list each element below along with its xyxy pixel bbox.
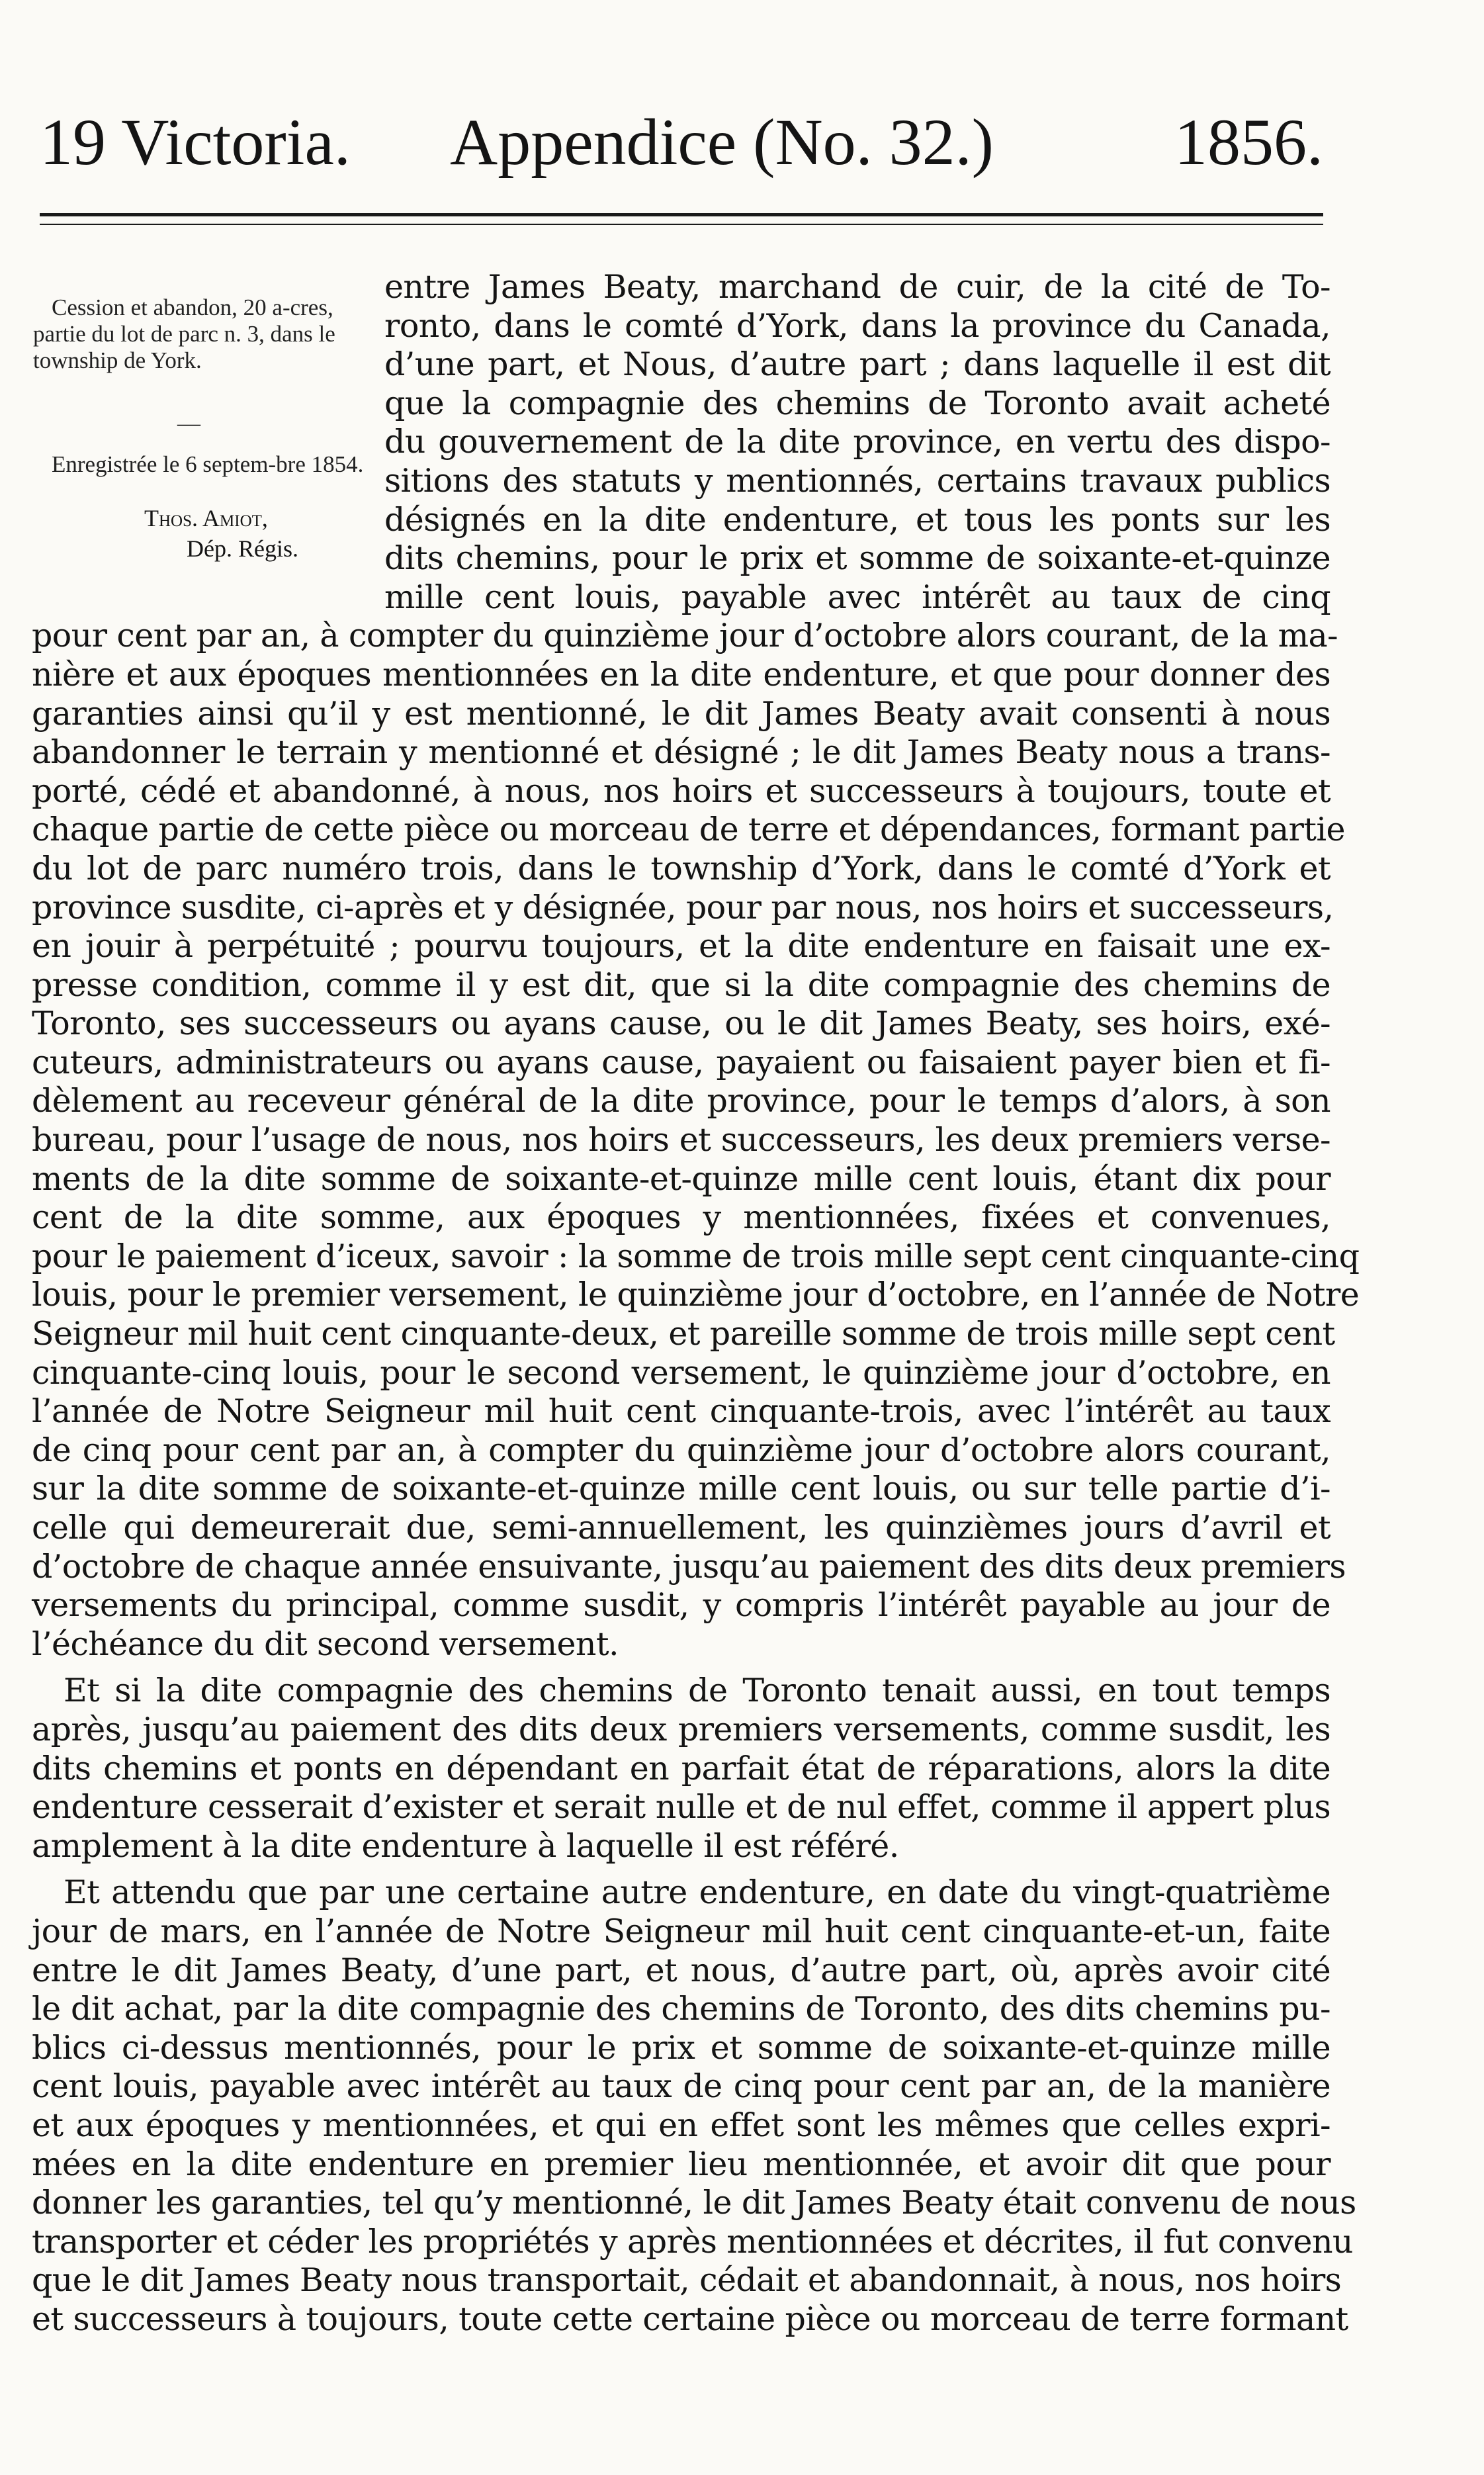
paragraph-3-line: jour de mars, en l’année de Notre Seigneur mil huit cent cinquante-et-un, faite bbox=[32, 1912, 1331, 1950]
paragraph-1-line: du lot de parc numéro trois, dans le township d’York, dans le comté d’York et bbox=[32, 849, 1331, 887]
paragraph-1-line: de cinq pour cent par an, à compter du quinzième jour d’octobre alors courant, bbox=[32, 1431, 1331, 1469]
paragraph-1-line: l’année de Notre Seigneur mil huit cent cinquante-trois, avec l’intérêt au taux bbox=[32, 1392, 1331, 1431]
paragraph-gap bbox=[32, 1866, 1331, 1873]
paragraph-1-line: nière et aux époques mentionnées en la dite endenture, et que pour donner des bbox=[32, 655, 1331, 694]
paragraph-1-line: d’une part, et Nous, d’autre part ; dans laquelle il est dit bbox=[384, 345, 1331, 384]
paragraph-1-line: Toronto, ses successeurs ou ayans cause, ou le dit James Beaty, ses hoirs, exé- bbox=[32, 1005, 1331, 1043]
paragraph-3-line: blics ci-dessus mentionnés, pour le prix et somme de soixante-et-quinze mille bbox=[32, 2028, 1331, 2067]
paragraph-1-line: celle qui demeurerait due, semi-annuellement, les quinzièmes jours d’avril et bbox=[32, 1509, 1331, 1547]
header-appendix-title: Appendice (No. 32.) bbox=[450, 105, 994, 179]
paragraph-1-line: ronto, dans le comté d’York, dans la province du Canada, bbox=[384, 306, 1331, 345]
paragraph-3-line: le dit achat, par la dite compagnie des chemins de Toronto, des dits chemins pu- bbox=[32, 1990, 1331, 2028]
paragraph-1-line: garanties ainsi qu’il y est mentionné, le dit James Beaty avait consenti à nous bbox=[32, 694, 1331, 733]
margin-note-signature-title: Dép. Régis. bbox=[187, 535, 298, 562]
margin-note-cession: Cession et abandon, 20 a-cres, partie du lot de parc n. 3, dans le township de York. bbox=[33, 294, 335, 373]
paragraph-3-line: Et attendu que par une certaine autre endenture, en date du vingt-quatrième bbox=[64, 1873, 1331, 1912]
paragraph-3-line: cent louis, payable avec intérêt au taux de cinq pour cent par an, de la manière bbox=[32, 2067, 1331, 2106]
paragraph-1-line: province susdite, ci-après et y désignée, pour par nous, nos hoirs et successeurs, bbox=[32, 888, 1334, 926]
paragraph-1-line: porté, cédé et abandonné, à nous, nos hoirs et successeurs à toujours, toute et bbox=[32, 772, 1331, 810]
paragraph-1-line: dits chemins, pour le prix et somme de soixante-et-quinze bbox=[384, 539, 1331, 578]
paragraph-1-line: sitions des statuts y mentionnés, certains travaux publics bbox=[384, 461, 1331, 500]
paragraph-3-line: transporter et céder les propriétés y après mentionnées et décrites, il fut convenu bbox=[32, 2222, 1353, 2261]
paragraph-1-line: Seigneur mil huit cent cinquante-deux, et pareille somme de trois mille sept cent bbox=[32, 1315, 1335, 1353]
paragraph-1-line: mille cent louis, payable avec intérêt au taux de cinq bbox=[384, 578, 1331, 616]
margin-note-registration: Enregistrée le 6 septem-bre 1854. bbox=[52, 451, 364, 477]
document-body bbox=[32, 268, 1360, 2339]
paragraph-1-line: presse condition, comme il y est dit, que si la dite compagnie des chemins de bbox=[32, 966, 1331, 1004]
paragraph-1-line: que la compagnie des chemins de Toronto avait acheté bbox=[384, 384, 1331, 422]
paragraph-1-line: pour cent par an, à compter du quinzième jour d’octobre alors courant, de la ma- bbox=[32, 617, 1338, 655]
paragraph-1-line: entre James Beaty, marchand de cuir, de la cité de To- bbox=[384, 268, 1331, 306]
paragraph-1-line: abandonner le terrain y mentionné et désigné ; le dit James Beaty nous a trans- bbox=[32, 733, 1331, 772]
paragraph-3-line: donner les garanties, tel qu’y mentionné, le dit James Beaty était convenu de nous bbox=[32, 2184, 1356, 2222]
paragraph-3-line: et successeurs à toujours, toute cette certaine pièce ou morceau de terre formant bbox=[32, 2300, 1348, 2338]
paragraph-1-line: pour le paiement d’iceux, savoir : la somme de trois mille sept cent cinquante-cinq bbox=[32, 1237, 1360, 1275]
paragraph-1-line: ments de la dite somme de soixante-et-quinze mille cent louis, étant dix pour bbox=[32, 1159, 1331, 1198]
paragraph-1-line: d’octobre de chaque année ensuivante, jusqu’au paiement des dits deux premiers bbox=[32, 1547, 1346, 1586]
paragraph-1-line: louis, pour le premier versement, le quinzième jour d’octobre, en l’année de Notre bbox=[32, 1276, 1360, 1314]
paragraph-3-line: que le dit James Beaty nous transportait, cédait et abandonnait, à nous, nos hoirs bbox=[32, 2261, 1342, 2300]
paragraph-1-line: en jouir à perpétuité ; pourvu toujours, et la dite endenture en faisait une ex- bbox=[32, 927, 1331, 966]
paragraph-1-line: versements du principal, comme susdit, y compris l’intérêt payable au jour de bbox=[32, 1586, 1331, 1625]
paragraph-3-line: et aux époques y mentionnées, et qui en effet sont les mêmes que celles expri- bbox=[32, 2106, 1331, 2144]
paragraph-2-line: amplement à la dite endenture à laquelle il est référé. bbox=[32, 1826, 899, 1865]
paragraph-1-line: sur la dite somme de soixante-et-quinze mille cent louis, ou sur telle partie d’i- bbox=[32, 1470, 1331, 1508]
header-year: 1856. bbox=[1174, 105, 1323, 179]
header-regnal-year: 19 Victoria. bbox=[40, 105, 351, 179]
paragraph-3-line: entre le dit James Beaty, d’une part, et nous, d’autre part, où, après avoir cité bbox=[32, 1951, 1331, 1989]
paragraph-2-line: dits chemins et ponts en dépendant en parfait état de réparations, alors la dite bbox=[32, 1749, 1331, 1787]
paragraph-1-line: cuteurs, administrateurs ou ayans cause, payaient ou faisaient payer bien et fi- bbox=[32, 1043, 1331, 1081]
paragraph-3-line: mées en la dite endenture en premier lieu mentionnée, et avoir dit que pour bbox=[32, 2145, 1331, 2183]
running-header bbox=[40, 99, 1323, 185]
paragraph-1-line: du gouvernement de la dite province, en vertu des dispo- bbox=[384, 423, 1331, 461]
paragraph-2-line: Et si la dite compagnie des chemins de Toronto tenait aussi, en tout temps bbox=[64, 1672, 1331, 1710]
margin-note-signature-name: Thos. Amiot, bbox=[144, 505, 268, 531]
margin-note-separator: — bbox=[177, 410, 200, 436]
paragraph-gap bbox=[32, 1664, 1331, 1672]
paragraph-1-line: cent de la dite somme, aux époques y mentionnées, fixées et convenues, bbox=[32, 1198, 1331, 1237]
paragraph-1-line: chaque partie de cette pièce ou morceau de terre et dépendances, formant partie bbox=[32, 811, 1345, 849]
paragraph-1-line: désignés en la dite endenture, et tous les ponts sur les bbox=[384, 500, 1331, 539]
paragraph-1-line: dèlement au receveur général de la dite province, pour le temps d’alors, à son bbox=[32, 1082, 1331, 1120]
paragraph-2-line: après, jusqu’au paiement des dits deux premiers versements, comme susdit, les bbox=[32, 1710, 1331, 1748]
header-rule-thin bbox=[40, 224, 1323, 225]
header-rule-thick bbox=[40, 213, 1323, 216]
paragraph-1-line: l’échéance du dit second versement. bbox=[32, 1625, 619, 1663]
paragraph-2-line: endenture cesserait d’exister et serait nulle et de nul effet, comme il appert plus bbox=[32, 1788, 1331, 1826]
paragraph-1-line: bureau, pour l’usage de nous, nos hoirs et successeurs, les deux premiers verse- bbox=[32, 1121, 1331, 1159]
paragraph-1-line: cinquante-cinq louis, pour le second versement, le quinzième jour d’octobre, en bbox=[32, 1353, 1331, 1392]
